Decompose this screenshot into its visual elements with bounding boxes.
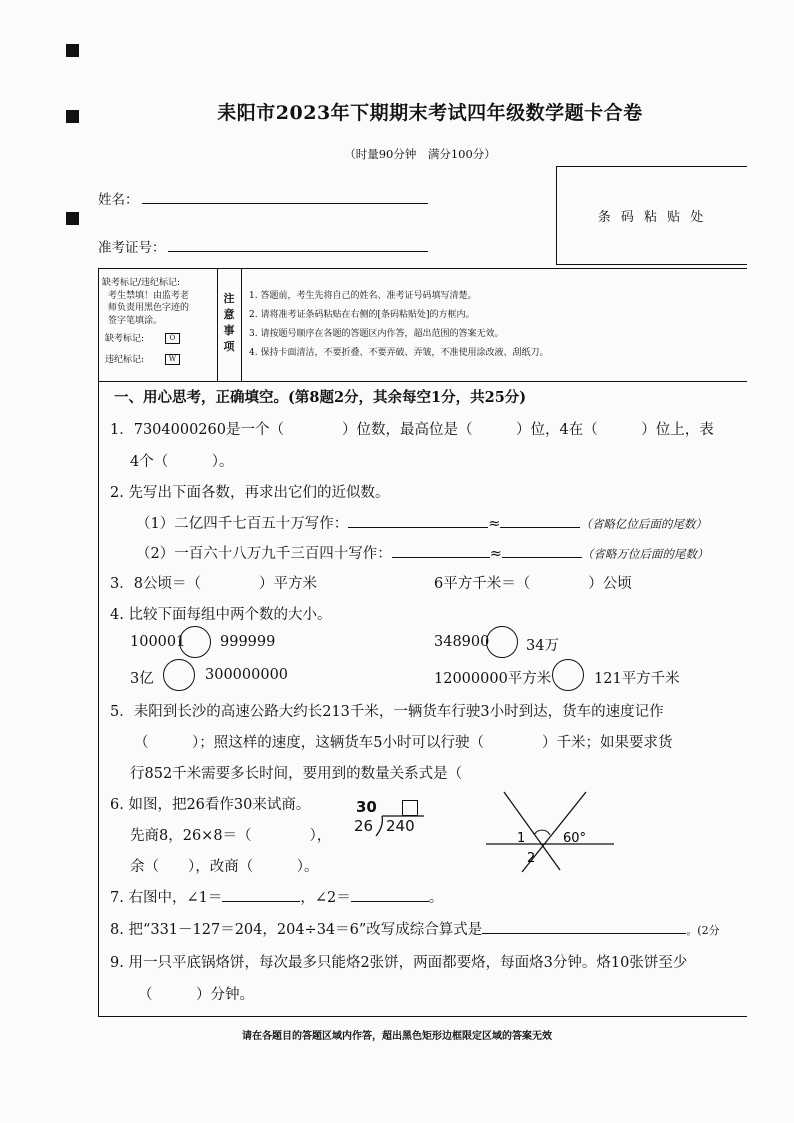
compare-circle[interactable] [163,659,195,691]
answer-blank[interactable] [482,919,686,934]
compare-right: 999999 [220,634,276,650]
answer-blank[interactable] [222,887,300,902]
registration-marker [66,212,79,225]
answer-blank[interactable] [348,513,488,528]
absence-note-line: 缺考标记/违纪标记: [102,278,181,288]
question-7-label: 7. 右图中，∠1＝ [110,890,223,906]
compare-left: 100001 [130,634,186,650]
footer-note: 请在各题目的答题区域内作答，超出黑色矩形边框限定区域的答案无效 [242,1031,552,1042]
notice-heading-char: 项 [223,340,235,353]
question-5[interactable]: 5．耒阳到长沙的高速公路大约长213千米，一辆货车行驶3小时到达，货车的速度记作 [110,704,664,720]
question-2-1-label: （1）二亿四千七百五十万写作： [136,516,349,532]
angle-label-60: 60° [563,831,587,846]
angle-label-2: 2 [527,851,536,866]
notice-heading-char: 注 [223,292,235,305]
question-9[interactable]: 9. 用一只平底锅烙饼，每次最多只能烙2张饼，两面都要烙，每面烙3分钟。烙10张饼至少 [110,955,688,971]
question-3-a[interactable]: 3．8公顷＝（ ）平方米 [110,576,317,592]
compare-left: 3亿 [130,671,154,687]
violation-mark-label: 违纪标记: [105,354,145,365]
question-6-continued[interactable]: 先商8，26×8＝（ ）， [130,828,332,844]
absent-mark-label: 缺考标记: [105,334,145,344]
violation-mark-row [102,354,217,367]
division-divisor: 26 [354,817,374,835]
notice-heading-char: 意 [223,308,235,321]
division-figure [354,798,428,838]
notice-heading [217,269,242,381]
answer-blank[interactable] [500,513,580,528]
approx-symbol: ≈ [489,546,502,562]
division-bracket [374,815,426,837]
angle-figure [480,788,620,874]
question-4: 4. 比较下面每组中两个数的大小。 [110,607,332,623]
name-label: 姓名： [98,192,139,208]
quotient-answer-box[interactable] [402,800,418,816]
barcode-area [556,166,747,265]
question-2-2-label: （2）一百六十八万九千三百四十写作： [136,546,392,562]
absent-mark-row [102,333,217,346]
approx-symbol: ≈ [488,516,501,532]
question-8-end: 。(2分 [686,924,720,937]
compare-circle[interactable] [486,626,518,658]
question-8 [110,918,720,939]
notice-box [98,268,747,382]
notice-item: 2. 请将准考证条码粘贴在右侧的[条码粘贴处]的方框内。 [249,310,475,320]
name-field[interactable] [142,203,428,204]
answer-blank[interactable] [392,543,490,558]
angle-arc [534,830,550,835]
division-quotient: 30 [356,798,377,816]
page-title: 耒阳市2023年下期期末考试四年级数学题卡合卷 [217,102,643,124]
notice-item: 3. 请按题号顺序在各题的答题区内作答，超出范围的答案无效。 [249,329,504,339]
question-7 [110,886,443,907]
absence-note-line: 签字笔填涂。 [108,315,163,326]
question-5-continued[interactable]: 行852千米需要多长时间，要用到的数量关系式是（ [130,766,463,782]
compare-left: 12000000平方米 [434,671,552,687]
angle-label-1: 1 [517,831,526,846]
barcode-label: 条 码 粘 贴 处 [597,210,707,225]
compare-circle[interactable] [552,659,584,691]
compare-right: 121平方千米 [594,671,680,687]
question-1-continued[interactable]: 4个（ ）。 [130,454,234,470]
exam-id-label: 准考证号： [98,240,166,256]
section-heading: 一、用心思考，正确填空。(第8题2分，其余每空1分，共25分) [114,389,527,406]
absence-note-line: 师负责用黑色字迹的 [108,303,190,313]
notice-list [249,287,548,363]
question-1[interactable]: 1．7304000260是一个（ ）位数，最高位是（ ）位，4在（ ）位上，表 [110,422,714,438]
compare-right: 300000000 [205,667,289,683]
exam-subtitle: （时量90分钟 满分100分） [344,147,496,161]
question-2: 2. 先写出下面各数，再求出它们的近似数。 [110,485,390,501]
notice-item: 1. 答题前，考生先将自己的姓名、准考证号码填写清楚。 [249,291,477,301]
question-5-continued[interactable]: （ ）；照这样的速度，这辆货车5小时可以行驶（ ）千米；如果要求货 [134,735,673,751]
registration-marker [66,44,79,57]
question-2-1-note: （省略亿位后面的尾数） [580,517,707,531]
exam-id-field[interactable] [168,251,428,252]
question-2-2-note: （省略万位后面的尾数） [581,547,709,561]
question-3-b[interactable]: 6平方千米＝（ ）公顷 [434,576,632,592]
compare-right: 34万 [526,638,559,654]
violation-box-icon[interactable]: W [165,354,180,365]
notice-heading-char: 事 [223,324,235,337]
absence-note-line: 考生禁填！由监考老 [108,290,190,301]
question-9-continued[interactable]: （ ）分钟。 [138,987,254,1003]
compare-left: 348900 [434,634,490,650]
notice-item: 4. 保持卡面清洁，不要折叠、不要弄破、弄皱，不准使用涂改液、刮纸刀。 [249,348,549,358]
question-8-label: 8. 把“331－127＝204，204÷34＝6”改写成综合算式是 [110,922,483,938]
question-2-1 [136,512,707,533]
question-7-end: 。 [428,890,444,906]
absence-marking-panel [99,269,218,381]
answer-blank[interactable] [351,887,429,902]
question-2-2 [136,542,708,563]
question-6-continued[interactable]: 余（ ），改商（ ）。 [130,859,319,875]
compare-circle[interactable] [179,626,211,658]
division-dividend: 240 [386,817,415,835]
question-6: 6. 如图，把26看作30来试商。 [110,797,311,813]
answer-blank[interactable] [502,543,582,558]
absent-box-icon[interactable]: O [165,333,180,344]
question-7-mid: ，∠2＝ [300,890,351,906]
